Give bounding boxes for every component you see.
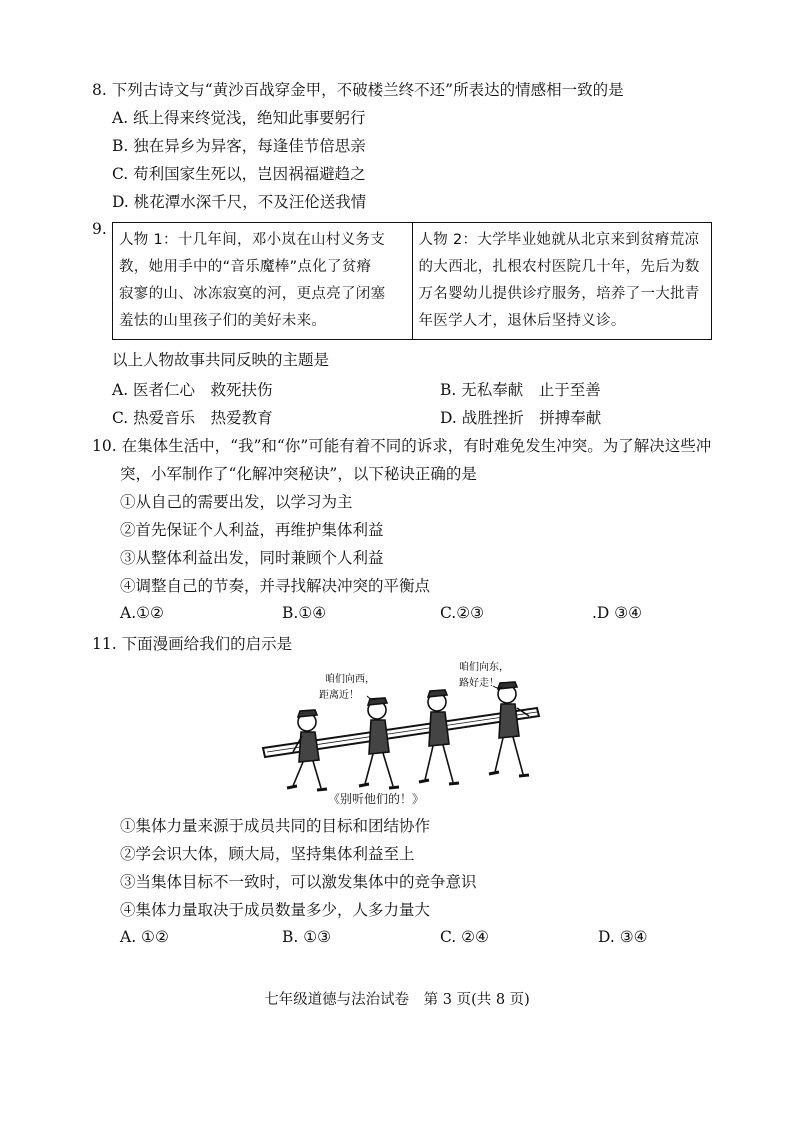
cartoon-person-4 (489, 682, 529, 776)
q9-question: 以上人物故事共同反映的主题是 (112, 351, 330, 369)
cartoon-image (255, 660, 545, 810)
q9-right-line: 年医学人才，退休后坚持义诊。 (418, 313, 626, 329)
q11-option-c: C. ②④ (440, 928, 489, 946)
q9-option-a: A. 医者仁心 救死扶伤 (112, 381, 273, 399)
q11-option-b: B. ①③ (282, 928, 332, 946)
q9-person-2 (412, 223, 712, 339)
q9-person-1 (113, 223, 412, 339)
bubble-left-line2: 距离近！ (319, 690, 359, 701)
q9-left-line: 寂寥的山、冰冻寂寞的河，更点亮了闭塞 (119, 286, 386, 302)
q8-option-c: C. 苟利国家生死以，岂因祸福避趋之 (112, 165, 366, 183)
q10-stem-line1: 10. 在集体生活中，“我”和“你”可能有着不同的诉求，有时难免发生冲突。为了解决这些冲 (92, 437, 712, 455)
q11-option-d: D. ③④ (598, 928, 648, 946)
q10-item-3: ③从整体利益出发，同时兼顾个人利益 (120, 549, 384, 567)
bubble-left-line1: 咱们向西， (325, 674, 375, 685)
q10-option-c: C.②③ (440, 604, 485, 622)
page-footer: 七年级道德与法治试卷 第 3 页(共 8 页) (264, 992, 530, 1008)
bubble-right-line2: 路好走！ (459, 678, 499, 689)
q11-item-4: ④集体力量取决于成员数量多少，人多力量大 (120, 901, 431, 919)
q9-option-b: B. 无私奉献 止于至善 (440, 381, 601, 399)
q9-left-line: 羞怯的山里孩子们的美好未来。 (119, 313, 327, 329)
q9-left-line: 教，她用手中的“音乐魔棒”点化了贫瘠 (119, 259, 372, 275)
q9-material-box (112, 222, 712, 340)
q10-item-2: ②首先保证个人利益，再维护集体利益 (120, 521, 384, 539)
q10-item-4: ④调整自己的节奏，并寻找解决冲突的平衡点 (120, 577, 431, 595)
cartoon-caption: 《别听他们的！》 (328, 792, 425, 806)
q8-option-b: B. 独在异乡为异客，每逢佳节倍思亲 (112, 137, 366, 155)
q9-option-c: C. 热爱音乐 热爱教育 (112, 409, 273, 427)
q9-right-line: 人物 2：大学毕业她就从北京来到贫瘠荒凉 (418, 232, 700, 248)
q8-option-d: D. 桃花潭水深千尺，不及汪伦送我情 (112, 193, 367, 211)
q10-stem-line2: 突，小军制作了“化解冲突秘诀”，以下秘诀正确的是 (120, 465, 477, 483)
q11-item-2: ②学会识大体，顾大局，坚持集体利益至上 (120, 845, 415, 863)
q9-right-line: 万名婴幼儿提供诊疗服务，培养了一大批青 (418, 286, 700, 302)
q11-stem: 11. 下面漫画给我们的启示是 (92, 635, 293, 653)
q10-option-a: A.①② (120, 604, 164, 622)
cartoon-person-3 (419, 690, 459, 784)
q10-option-d: .D ③④ (592, 604, 643, 622)
q9-right-line: 的大西北，扎根农村医院几十年，先后为数 (418, 259, 700, 275)
bubble-right-line1: 咱们向东， (459, 662, 509, 673)
q11-item-3: ③当集体目标不一致时，可以激发集体中的竞争意识 (120, 873, 477, 891)
q10-item-1: ①从自己的需要出发，以学习为主 (120, 493, 353, 511)
q9-option-d: D. 战胜挫折 拼搏奉献 (440, 409, 602, 427)
q10-option-b: B.①④ (282, 604, 327, 622)
q11-option-a: A. ①② (120, 928, 169, 946)
q11-item-1: ①集体力量来源于成员共同的目标和团结协作 (120, 817, 431, 835)
q8-option-a: A. 纸上得来终觉浅，绝知此事要躬行 (112, 109, 366, 127)
q9-left-line: 人物 1：十几年间，邓小岚在山村义务支 (119, 232, 386, 248)
q9-number: 9. (92, 220, 107, 238)
q8-stem: 8. 下列古诗文与“黄沙百战穿金甲，不破楼兰终不还”所表达的情感相一致的是 (92, 81, 624, 99)
